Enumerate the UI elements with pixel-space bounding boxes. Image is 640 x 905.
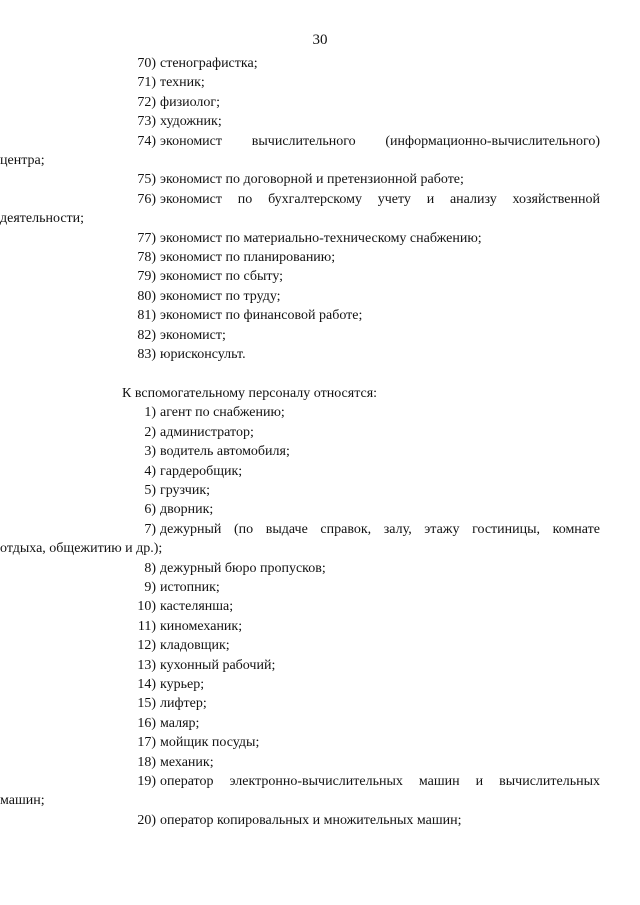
- list-item-text: кухонный рабочий;: [160, 657, 276, 673]
- list-item-number: 8): [144, 560, 156, 576]
- list-item-line: [84, 694, 600, 713]
- list-item-number: 82): [137, 327, 156, 343]
- list-item-line: [84, 597, 600, 616]
- list-item: [84, 248, 600, 267]
- list-item-line: [84, 559, 600, 578]
- list-item: [84, 170, 600, 189]
- list-item-text: экономист по материально-техническому снабжению;: [160, 230, 482, 246]
- list-item-number: 16): [137, 715, 156, 731]
- list-item-number: 75): [137, 172, 156, 188]
- list-item-number: 73): [137, 114, 156, 130]
- list-item-text: экономист по труду;: [160, 288, 281, 304]
- list-item-number: 7): [144, 521, 156, 537]
- list-item-number: 79): [137, 269, 156, 285]
- list-item-line: [84, 326, 600, 345]
- auxiliary-staff-list: [0, 403, 600, 830]
- list-item-line: [84, 132, 600, 151]
- list-item-number: 1): [144, 405, 156, 421]
- list-item: [84, 578, 600, 597]
- list-item: [84, 675, 600, 694]
- list-item-line: [84, 403, 600, 422]
- list-item-continuation: машин;: [0, 793, 45, 809]
- list-item-text: агент по снабжению;: [160, 405, 285, 421]
- list-item-number: 3): [144, 444, 156, 460]
- list-item-line: [84, 733, 600, 752]
- list-item-number: 81): [137, 308, 156, 324]
- list-item-line: [84, 248, 600, 267]
- list-item-line: [84, 287, 600, 306]
- list-item-text: лифтер;: [160, 696, 207, 712]
- list-item-number: 83): [137, 347, 156, 363]
- list-item-line: [84, 112, 600, 131]
- list-item: [84, 442, 600, 461]
- list-item-number: 13): [137, 657, 156, 673]
- list-item-line: [84, 54, 600, 73]
- list-item-text: художник;: [160, 114, 222, 130]
- list-item-text: гардеробщик;: [160, 463, 243, 479]
- list-item-line: [84, 442, 600, 461]
- list-item-text: дежурный бюро пропусков;: [160, 560, 326, 576]
- list-item-continuation: центра;: [0, 153, 45, 169]
- list-item-line: [84, 73, 600, 92]
- list-item-text: экономист;: [160, 327, 226, 343]
- list-item: [84, 287, 600, 306]
- list-item-line: [84, 675, 600, 694]
- document-body: [0, 54, 600, 830]
- list-item-number: 17): [137, 735, 156, 751]
- list-item-line: [84, 753, 600, 772]
- list-item: [0, 772, 600, 811]
- list-item: [84, 73, 600, 92]
- list-item-line: [84, 811, 600, 830]
- list-item: [84, 617, 600, 636]
- list-item-text: курьер;: [160, 676, 205, 692]
- list-item-number: 72): [137, 94, 156, 110]
- list-item: [84, 403, 600, 422]
- list-item-text: экономист по сбыту;: [160, 269, 284, 285]
- list-item: [0, 520, 600, 559]
- list-item-text: механик;: [160, 754, 214, 770]
- list-item-line: [84, 267, 600, 286]
- list-item: [0, 190, 600, 229]
- list-item-text: юрисконсульт.: [160, 347, 246, 363]
- list-item-line: [84, 306, 600, 325]
- list-item-text: кладовщик;: [160, 638, 230, 654]
- list-item-text: грузчик;: [160, 482, 211, 498]
- list-item-text: экономист по финансовой работе;: [160, 308, 363, 324]
- list-item-continuation: деятельности;: [0, 211, 85, 227]
- list-item-number: 78): [137, 250, 156, 266]
- list-item: [84, 326, 600, 345]
- list-item: [84, 462, 600, 481]
- list-item: [84, 636, 600, 655]
- list-item: [84, 597, 600, 616]
- list-item-line: [84, 500, 600, 519]
- list-item-line: [84, 656, 600, 675]
- list-item-line: [84, 520, 600, 539]
- list-item-text: кастелянша;: [160, 599, 234, 615]
- list-item: [84, 714, 600, 733]
- list-item-line: [84, 617, 600, 636]
- list-item-text: экономист по бухгалтерскому учету и анализу хозяйственной: [160, 191, 600, 207]
- list-item-continuation: отдыха, общежитию и др.);: [0, 541, 163, 557]
- list-item-number: 77): [137, 230, 156, 246]
- list-item: [84, 345, 600, 364]
- list-item-number: 18): [137, 754, 156, 770]
- list-item-line: [84, 93, 600, 112]
- list-item-text: водитель автомобиля;: [160, 444, 290, 460]
- list-item-text: оператор электронно-вычислительных машин и вычислительных: [160, 774, 600, 790]
- list-item: [84, 500, 600, 519]
- list-item-text: стенографистка;: [160, 56, 258, 71]
- section-heading: К вспомогательному персоналу относятся:: [122, 385, 378, 401]
- list-item-text: экономист вычислительного (информационно-вычислительного): [160, 133, 600, 149]
- list-item-text: истопник;: [160, 579, 220, 595]
- list-item-number: 19): [137, 774, 156, 790]
- list-item-text: мойщик посуды;: [160, 735, 260, 751]
- list-item-number: 6): [144, 502, 156, 518]
- list-item-text: администратор;: [160, 424, 254, 440]
- list-item-text: дворник;: [160, 502, 214, 518]
- list-item-line: [84, 462, 600, 481]
- list-item: [84, 229, 600, 248]
- list-item-line: [84, 345, 600, 364]
- list-item: [84, 811, 600, 830]
- list-item-line: [84, 190, 600, 209]
- list-item-text: киномеханик;: [160, 618, 243, 634]
- list-item-text: дежурный (по выдаче справок, залу, этажу гостиницы, комнате: [160, 521, 600, 537]
- list-item-line: [84, 229, 600, 248]
- list-item-number: 2): [144, 424, 156, 440]
- list-item-line: [84, 714, 600, 733]
- list-item-text: маляр;: [160, 715, 200, 731]
- list-item-number: 14): [137, 676, 156, 692]
- list-item-number: 11): [137, 618, 156, 634]
- list-item-number: 12): [137, 638, 156, 654]
- list-item-line: [84, 772, 600, 791]
- list-item-number: 76): [137, 191, 156, 207]
- list-item-line: [84, 423, 600, 442]
- list-item-text: оператор копировальных и множительных машин;: [160, 812, 462, 828]
- list-item: [84, 656, 600, 675]
- list-item-number: 70): [137, 56, 156, 71]
- list-item-number: 80): [137, 288, 156, 304]
- list-item: [0, 132, 600, 171]
- list-item: [84, 93, 600, 112]
- list-item-text: экономист по договорной и претензионной работе;: [160, 172, 464, 188]
- page-number: 30: [312, 32, 328, 48]
- list-item: [84, 54, 600, 73]
- list-item-line: [84, 170, 600, 189]
- list-item-text: физиолог;: [160, 94, 221, 110]
- list-item: [84, 753, 600, 772]
- list-item-text: техник;: [160, 75, 205, 91]
- list-item: [84, 423, 600, 442]
- list-item-number: 15): [137, 696, 156, 712]
- list-item-number: 74): [137, 133, 156, 149]
- list-item-number: 10): [137, 599, 156, 615]
- list-item-number: 5): [144, 482, 156, 498]
- list-item-text: экономист по планированию;: [160, 250, 336, 266]
- list-item: [84, 481, 600, 500]
- list-item: [84, 306, 600, 325]
- paragraph-spacer: [84, 365, 600, 384]
- list-item-line: [84, 636, 600, 655]
- list-item: [84, 559, 600, 578]
- list-item-line: [84, 481, 600, 500]
- list-item: [84, 267, 600, 286]
- list-item-number: 4): [144, 463, 156, 479]
- list-item-line: [84, 578, 600, 597]
- list-item: [84, 733, 600, 752]
- staff-list-continued: [0, 54, 600, 365]
- list-item-number: 20): [137, 812, 156, 828]
- list-item: [84, 694, 600, 713]
- list-item-number: 71): [137, 75, 156, 91]
- list-item: [84, 112, 600, 131]
- list-item-number: 9): [144, 579, 156, 595]
